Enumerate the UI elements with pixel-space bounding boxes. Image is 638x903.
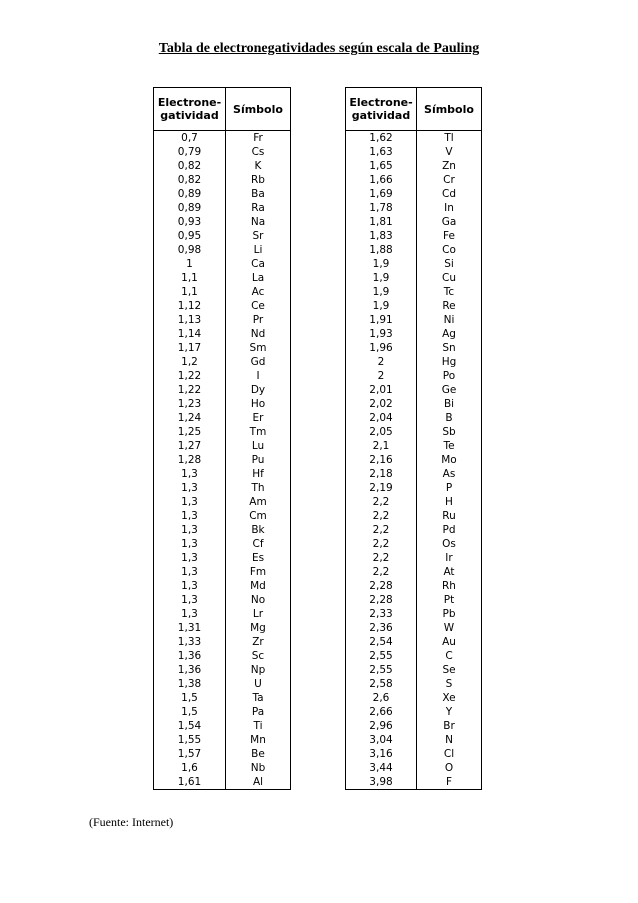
electronegativity-cell: 1,5 [154, 691, 226, 705]
table-row [154, 719, 291, 733]
table-row [346, 495, 482, 509]
table-row [154, 775, 291, 790]
symbol-cell: Br [417, 719, 482, 733]
symbol-cell: I [226, 369, 291, 383]
table-row [346, 411, 482, 425]
symbol-header: Símbolo [226, 88, 291, 131]
symbol-cell: Tc [417, 285, 482, 299]
electronegativity-cell: 2 [346, 369, 417, 383]
symbol-cell: Pd [417, 523, 482, 537]
electronegativity-cell: 2,2 [346, 551, 417, 565]
symbol-cell: Er [226, 411, 291, 425]
table-row [346, 565, 482, 579]
symbol-cell: N [417, 733, 482, 747]
table-row [346, 467, 482, 481]
source-note: (Fuente: Internet) [89, 815, 174, 829]
symbol-cell: Cd [417, 187, 482, 201]
table-row [346, 551, 482, 565]
electronegativity-cell: 2,1 [346, 439, 417, 453]
electronegativity-cell: 1,96 [346, 341, 417, 355]
electronegativity-cell: 1,65 [346, 159, 417, 173]
electronegativity-cell: 1,6 [154, 761, 226, 775]
symbol-cell: Ca [226, 257, 291, 271]
table-row [154, 691, 291, 705]
table-row [154, 383, 291, 397]
table-row [346, 691, 482, 705]
electronegativity-cell: 1,3 [154, 551, 226, 565]
table-row [346, 621, 482, 635]
symbol-cell: Mg [226, 621, 291, 635]
symbol-cell: C [417, 649, 482, 663]
table-row [346, 733, 482, 747]
electronegativity-cell: 1,3 [154, 593, 226, 607]
symbol-cell: Md [226, 579, 291, 593]
electronegativity-cell: 1,27 [154, 439, 226, 453]
electronegativity-cell: 1,23 [154, 397, 226, 411]
electronegativity-cell: 1,1 [154, 271, 226, 285]
table-row [154, 453, 291, 467]
symbol-cell: Np [226, 663, 291, 677]
table-row [346, 243, 482, 257]
symbol-cell: Pt [417, 593, 482, 607]
electronegativity-cell: 1,3 [154, 607, 226, 621]
electronegativity-cell: 1,3 [154, 509, 226, 523]
table-row [346, 761, 482, 775]
symbol-cell: Bk [226, 523, 291, 537]
symbol-cell: Re [417, 299, 482, 313]
electronegativity-cell: 1,9 [346, 271, 417, 285]
table-row [154, 649, 291, 663]
electronegativity-cell: 2 [346, 355, 417, 369]
symbol-cell: Ho [226, 397, 291, 411]
electronegativity-cell: 1,66 [346, 173, 417, 187]
symbol-cell: Pa [226, 705, 291, 719]
table-row [154, 187, 291, 201]
electronegativity-cell: 2,2 [346, 523, 417, 537]
electronegativity-cell: 1,33 [154, 635, 226, 649]
table-row [154, 201, 291, 215]
left-table-body [154, 131, 291, 790]
table-row [346, 509, 482, 523]
table-row [154, 439, 291, 453]
table-row [154, 313, 291, 327]
electronegativity-cell: 3,04 [346, 733, 417, 747]
symbol-cell: La [226, 271, 291, 285]
symbol-cell: Y [417, 705, 482, 719]
electronegativity-cell: 2,2 [346, 509, 417, 523]
symbol-cell: In [417, 201, 482, 215]
symbol-cell: Hg [417, 355, 482, 369]
symbol-header: Símbolo [417, 88, 482, 131]
symbol-cell: Ac [226, 285, 291, 299]
electronegativity-cell: 0,82 [154, 159, 226, 173]
electronegativity-cell: 1,22 [154, 383, 226, 397]
electronegativity-cell: 1,22 [154, 369, 226, 383]
table-row [346, 425, 482, 439]
table-row [346, 131, 482, 146]
electronegativity-cell: 3,44 [346, 761, 417, 775]
table-row [154, 495, 291, 509]
table-row [154, 341, 291, 355]
table-row [346, 677, 482, 691]
electronegativity-cell: 1,69 [346, 187, 417, 201]
symbol-cell: Ga [417, 215, 482, 229]
symbol-cell: Hf [226, 467, 291, 481]
table-row [346, 383, 482, 397]
table-row [154, 467, 291, 481]
symbol-cell: Am [226, 495, 291, 509]
electronegativity-cell: 3,16 [346, 747, 417, 761]
table-row [346, 607, 482, 621]
symbol-cell: Po [417, 369, 482, 383]
electronegativity-table-right [345, 87, 482, 790]
table-row [154, 523, 291, 537]
electronegativity-cell: 1,38 [154, 677, 226, 691]
table-row [346, 481, 482, 495]
electronegativity-cell: 2,6 [346, 691, 417, 705]
table-row [154, 593, 291, 607]
table-row [346, 313, 482, 327]
symbol-cell: O [417, 761, 482, 775]
electronegativity-cell: 1,2 [154, 355, 226, 369]
symbol-cell: Ag [417, 327, 482, 341]
header-line-1: Electrone- [157, 96, 222, 109]
symbol-cell: Se [417, 663, 482, 677]
symbol-cell: Rb [226, 173, 291, 187]
table-row [346, 327, 482, 341]
symbol-cell: Dy [226, 383, 291, 397]
symbol-cell: Ge [417, 383, 482, 397]
table-row [346, 159, 482, 173]
electronegativity-cell: 2,66 [346, 705, 417, 719]
symbol-cell: Bi [417, 397, 482, 411]
symbol-cell: Es [226, 551, 291, 565]
table-row [346, 271, 482, 285]
symbol-cell: F [417, 775, 482, 790]
table-row [154, 761, 291, 775]
electronegativity-cell: 1,88 [346, 243, 417, 257]
symbol-cell: Te [417, 439, 482, 453]
table-row [154, 705, 291, 719]
symbol-cell: Os [417, 537, 482, 551]
electronegativity-header [346, 88, 417, 131]
symbol-cell: Fm [226, 565, 291, 579]
electronegativity-cell: 1,13 [154, 313, 226, 327]
symbol-cell: Be [226, 747, 291, 761]
electronegativity-cell: 1,61 [154, 775, 226, 790]
symbol-cell: Ru [417, 509, 482, 523]
electronegativity-cell: 2,96 [346, 719, 417, 733]
symbol-cell: Sn [417, 341, 482, 355]
table-row [346, 439, 482, 453]
electronegativity-cell: 1,3 [154, 579, 226, 593]
electronegativity-cell: 3,98 [346, 775, 417, 790]
table-row [154, 621, 291, 635]
symbol-cell: Mn [226, 733, 291, 747]
table-row [346, 299, 482, 313]
symbol-cell: Na [226, 215, 291, 229]
table-row [154, 607, 291, 621]
header-line-1: Electrone- [349, 96, 413, 109]
electronegativity-cell: 0,89 [154, 201, 226, 215]
electronegativity-cell: 1,83 [346, 229, 417, 243]
table-row [346, 355, 482, 369]
table-row [346, 453, 482, 467]
page-title: Tabla de electronegatividades según escala de Pauling [158, 41, 480, 56]
table-row [346, 145, 482, 159]
table-row [346, 719, 482, 733]
electronegativity-cell: 1,62 [346, 131, 417, 146]
electronegativity-cell: 0,95 [154, 229, 226, 243]
symbol-cell: Sm [226, 341, 291, 355]
symbol-cell: H [417, 495, 482, 509]
table-row [154, 243, 291, 257]
symbol-cell: Gd [226, 355, 291, 369]
table-row [154, 537, 291, 551]
table-row [154, 145, 291, 159]
symbol-cell: Co [417, 243, 482, 257]
header-line-2: gatividad [160, 109, 219, 122]
table-row [154, 565, 291, 579]
symbol-cell: Rh [417, 579, 482, 593]
symbol-cell: Si [417, 257, 482, 271]
symbol-cell: Cr [417, 173, 482, 187]
symbol-cell: S [417, 677, 482, 691]
table-header-row [154, 88, 291, 131]
symbol-cell: Fe [417, 229, 482, 243]
table-row [154, 327, 291, 341]
electronegativity-cell: 0,7 [154, 131, 226, 146]
table-row [346, 649, 482, 663]
electronegativity-cell: 0,93 [154, 215, 226, 229]
symbol-cell: Cm [226, 509, 291, 523]
table-row [346, 229, 482, 243]
table-header-row [346, 88, 482, 131]
symbol-cell: Th [226, 481, 291, 495]
symbol-cell: Ir [417, 551, 482, 565]
electronegativity-cell: 1,3 [154, 481, 226, 495]
electronegativity-cell: 1,63 [346, 145, 417, 159]
symbol-cell: Ra [226, 201, 291, 215]
electronegativity-cell: 1,55 [154, 733, 226, 747]
electronegativity-cell: 2,33 [346, 607, 417, 621]
electronegativity-header [154, 88, 226, 131]
symbol-cell: Al [226, 775, 291, 790]
electronegativity-cell: 1,3 [154, 565, 226, 579]
table-row [154, 481, 291, 495]
electronegativity-cell: 2,16 [346, 453, 417, 467]
symbol-cell: Cs [226, 145, 291, 159]
electronegativity-cell: 1,91 [346, 313, 417, 327]
table-row [154, 397, 291, 411]
electronegativity-cell: 1,78 [346, 201, 417, 215]
electronegativity-cell: 0,82 [154, 173, 226, 187]
table-row [154, 579, 291, 593]
table-row [346, 285, 482, 299]
table-row [154, 551, 291, 565]
electronegativity-cell: 1,36 [154, 663, 226, 677]
electronegativity-cell: 1,1 [154, 285, 226, 299]
symbol-cell: B [417, 411, 482, 425]
table-row [346, 747, 482, 761]
table-row [154, 747, 291, 761]
electronegativity-cell: 1,36 [154, 649, 226, 663]
symbol-cell: Au [417, 635, 482, 649]
table-row [154, 635, 291, 649]
table-row [154, 271, 291, 285]
table-row [346, 257, 482, 271]
symbol-cell: No [226, 593, 291, 607]
table-row [154, 369, 291, 383]
symbol-cell: Ta [226, 691, 291, 705]
electronegativity-cell: 1,9 [346, 285, 417, 299]
table-row [346, 705, 482, 719]
electronegativity-cell: 1,57 [154, 747, 226, 761]
symbol-cell: Cu [417, 271, 482, 285]
table-row [346, 215, 482, 229]
symbol-cell: Cf [226, 537, 291, 551]
table-row [346, 173, 482, 187]
electronegativity-cell: 2,01 [346, 383, 417, 397]
electronegativity-cell: 1,12 [154, 299, 226, 313]
electronegativity-cell: 1,3 [154, 537, 226, 551]
table-row [346, 369, 482, 383]
table-row [154, 131, 291, 146]
table-row [346, 341, 482, 355]
electronegativity-cell: 1,24 [154, 411, 226, 425]
table-row [346, 593, 482, 607]
symbol-cell: Xe [417, 691, 482, 705]
header-line-2: gatividad [351, 109, 411, 122]
table-row [346, 537, 482, 551]
electronegativity-cell: 2,54 [346, 635, 417, 649]
table-row [346, 187, 482, 201]
electronegativity-cell: 2,2 [346, 495, 417, 509]
electronegativity-cell: 1,3 [154, 495, 226, 509]
symbol-cell: P [417, 481, 482, 495]
electronegativity-cell: 2,04 [346, 411, 417, 425]
symbol-cell: Nb [226, 761, 291, 775]
symbol-cell: W [417, 621, 482, 635]
symbol-cell: As [417, 467, 482, 481]
table-row [346, 579, 482, 593]
right-table-body [346, 131, 482, 790]
symbol-cell: Lu [226, 439, 291, 453]
table-row [154, 159, 291, 173]
table-row [154, 257, 291, 271]
electronegativity-cell: 2,36 [346, 621, 417, 635]
electronegativity-cell: 2,19 [346, 481, 417, 495]
symbol-cell: Lr [226, 607, 291, 621]
electronegativity-cell: 1,28 [154, 453, 226, 467]
symbol-cell: At [417, 565, 482, 579]
electronegativity-table-left [153, 87, 291, 790]
symbol-cell: K [226, 159, 291, 173]
table-row [154, 215, 291, 229]
symbol-cell: Pb [417, 607, 482, 621]
table-row [154, 299, 291, 313]
symbol-cell: Pr [226, 313, 291, 327]
symbol-cell: Sb [417, 425, 482, 439]
electronegativity-cell: 0,79 [154, 145, 226, 159]
symbol-cell: Cl [417, 747, 482, 761]
electronegativity-cell: 1,9 [346, 299, 417, 313]
electronegativity-cell: 1,17 [154, 341, 226, 355]
electronegativity-cell: 1,31 [154, 621, 226, 635]
electronegativity-cell: 1,93 [346, 327, 417, 341]
table-row [346, 397, 482, 411]
symbol-cell: Ce [226, 299, 291, 313]
table-row [154, 733, 291, 747]
table-row [346, 201, 482, 215]
table-row [346, 635, 482, 649]
symbol-cell: Sc [226, 649, 291, 663]
electronegativity-cell: 1,25 [154, 425, 226, 439]
table-row [154, 425, 291, 439]
electronegativity-cell: 2,2 [346, 565, 417, 579]
symbol-cell: Ti [226, 719, 291, 733]
table-row [346, 663, 482, 677]
symbol-cell: V [417, 145, 482, 159]
symbol-cell: U [226, 677, 291, 691]
symbol-cell: Zr [226, 635, 291, 649]
symbol-cell: Zn [417, 159, 482, 173]
electronegativity-cell: 0,98 [154, 243, 226, 257]
symbol-cell: Fr [226, 131, 291, 146]
symbol-cell: Nd [226, 327, 291, 341]
electronegativity-cell: 2,28 [346, 579, 417, 593]
electronegativity-cell: 1,9 [346, 257, 417, 271]
electronegativity-cell: 2,2 [346, 537, 417, 551]
electronegativity-cell: 2,02 [346, 397, 417, 411]
electronegativity-cell: 1,14 [154, 327, 226, 341]
table-row [154, 411, 291, 425]
symbol-cell: Mo [417, 453, 482, 467]
symbol-cell: Tm [226, 425, 291, 439]
table-row [154, 663, 291, 677]
table-row [154, 509, 291, 523]
electronegativity-cell: 1,3 [154, 467, 226, 481]
electronegativity-cell: 2,55 [346, 663, 417, 677]
electronegativity-cell: 1,54 [154, 719, 226, 733]
electronegativity-cell: 2,58 [346, 677, 417, 691]
electronegativity-cell: 2,18 [346, 467, 417, 481]
electronegativity-cell: 2,05 [346, 425, 417, 439]
electronegativity-cell: 1,5 [154, 705, 226, 719]
electronegativity-cell: 1 [154, 257, 226, 271]
symbol-cell: Sr [226, 229, 291, 243]
electronegativity-cell: 1,81 [346, 215, 417, 229]
table-row [346, 523, 482, 537]
symbol-cell: Ba [226, 187, 291, 201]
table-row [154, 285, 291, 299]
electronegativity-cell: 0,89 [154, 187, 226, 201]
table-row [154, 355, 291, 369]
symbol-cell: Pu [226, 453, 291, 467]
electronegativity-cell: 1,3 [154, 523, 226, 537]
table-row [154, 229, 291, 243]
table-row [154, 173, 291, 187]
table-row [346, 775, 482, 790]
symbol-cell: Ni [417, 313, 482, 327]
electronegativity-cell: 2,28 [346, 593, 417, 607]
table-row [154, 677, 291, 691]
symbol-cell: Tl [417, 131, 482, 146]
symbol-cell: Li [226, 243, 291, 257]
electronegativity-cell: 2,55 [346, 649, 417, 663]
